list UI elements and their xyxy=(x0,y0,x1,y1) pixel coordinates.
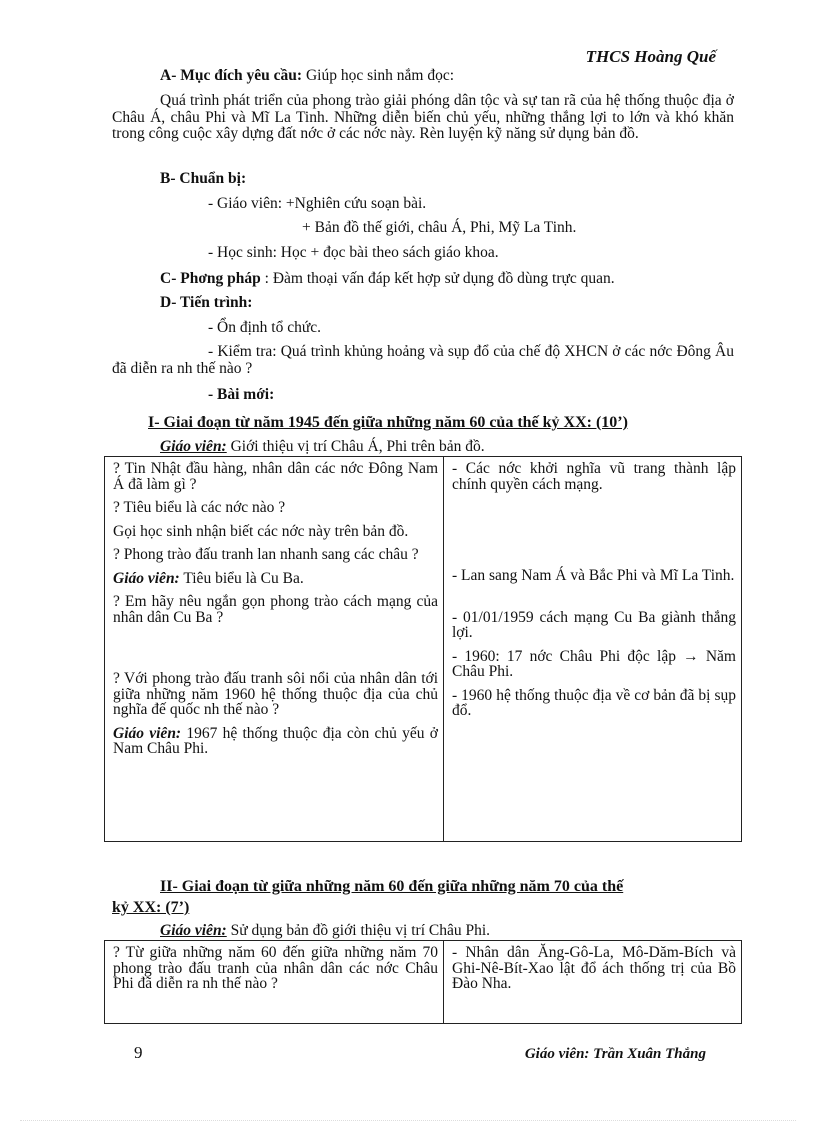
part1-teacher-label: Giáo viên: xyxy=(160,438,227,455)
section-a-heading: A- Mục đích yêu cầu: xyxy=(160,67,303,84)
part2-answer: - Nhân dân Ăng-Gô-La, Mô-Dăm-Bích và Ghi-Nê-Bít-Xao lật đổ ách thống trị của Bồ Đào Nha. xyxy=(452,944,736,992)
part1-teacher-note xyxy=(160,438,485,455)
section-d-check: - Kiểm tra: Quá trình khủng hoảng và sụp đổ của chế độ XHCN ở các nớc Đông Âu đã diễn ra nh thế nào ? xyxy=(112,343,734,377)
question-4: ? Em hãy nêu ngắn gọn phong trào cách mạng của nhân dân Cu Ba ? xyxy=(113,593,438,626)
answer-5: - 1960 hệ thống thuộc địa về cơ bản đã bị sụp đổ. xyxy=(452,686,736,719)
part2-table xyxy=(104,940,742,1024)
teacher-text: 1967 hệ thống thuộc địa còn chủ yếu ở Nam Châu Phi. xyxy=(113,724,438,757)
table-row xyxy=(105,457,742,842)
part2-answer-cell xyxy=(444,941,742,1024)
question-1: ? Tin Nhật đầu hàng, nhân dân các nớc Đông Nam Á đã làm gì ? xyxy=(113,460,438,493)
section-a xyxy=(160,67,454,84)
part1-table xyxy=(104,456,742,842)
instruction-map: Gọi học sinh nhận biết các nớc này trên bản đồ. xyxy=(113,522,409,540)
table-row xyxy=(105,941,742,1024)
part1-questions-cell xyxy=(105,457,444,842)
answer-2: - Lan sang Nam Á và Bắc Phi và Mĩ La Tinh. xyxy=(452,567,735,584)
page-number: 9 xyxy=(134,1043,143,1062)
question-5: ? Với phong trào đấu tranh sôi nổi của nhân dân tới giữa những năm 1960 hệ thống thuộc địa của chủ nghĩa đế quốc nh thế nào ? xyxy=(113,670,438,718)
part2-title-line1: II- Giai đoạn từ giữa những năm 60 đến giữa những năm 70 của thế xyxy=(160,878,624,895)
part1-answers-cell xyxy=(444,457,742,842)
teacher-name: Giáo viên: Trần Xuân Thắng xyxy=(524,1046,706,1062)
section-d-heading: D- Tiến trình: xyxy=(160,294,253,311)
section-d-new-lesson: - Bài mới: xyxy=(208,386,275,403)
part2-teacher-label: Giáo viên: xyxy=(160,922,227,939)
teacher-note-cuba xyxy=(113,571,438,587)
teacher-note-1967 xyxy=(113,726,438,757)
section-b-maps: + Bản đồ thế giới, châu Á, Phi, Mỹ La Tinh. xyxy=(302,219,577,236)
question-3: ? Phong trào đấu tranh lan nhanh sang các châu ? xyxy=(113,546,419,563)
part2-teacher-text: Sử dụng bản đồ giới thiệu vị trí Châu Phi. xyxy=(226,922,491,939)
bottom-divider xyxy=(20,1120,796,1121)
section-c xyxy=(160,270,615,287)
answer-3: - 01/01/1959 cách mạng Cu Ba giành thắng lợi. xyxy=(452,608,736,641)
part2-question: ? Từ giữa những năm 60 đến giữa những năm 70 phong trào đấu tranh của nhân dân các nớc Châu Phi đã diễn ra nh thế nào ? xyxy=(113,944,438,992)
question-2: ? Tiêu biểu là các nớc nào ? xyxy=(113,499,286,516)
part1-teacher-text: Giới thiệu vị trí Châu Á, Phi trên bản đồ. xyxy=(226,438,485,455)
part2-teacher-note xyxy=(160,922,490,939)
section-d-organize: - Ổn định tổ chức. xyxy=(208,319,322,336)
section-a-intro: Giúp học sinh nắm đọc: xyxy=(302,67,455,84)
answer-4: - 1960: 17 nớc Châu Phi độc lập → Năm Châu Phi. xyxy=(452,647,736,680)
part2-title-line2: kỷ XX: (7’) xyxy=(112,899,190,916)
teacher-label: Giáo viên: xyxy=(113,569,180,587)
answer-1: - Các nớc khởi nghĩa vũ trang thành lập chính quyền cách mạng. xyxy=(452,460,736,493)
part1-title: I- Giai đoạn từ năm 1945 đến giữa những năm 60 của thế kỷ XX: (10’) xyxy=(148,414,628,431)
school-name: THCS Hoàng Quế xyxy=(585,47,716,66)
section-a-paragraph: Quá trình phát triển của phong trào giải phóng dân tộc và sự tan rã của hệ thống thuộc địa ở Châu Á, châu Phi và Mĩ La Tinh. Những diễn biến chủ yếu, những thắng lợi to lớn và khó khăn trong công cuộc xây dựng đất nớc ở các nớc này. Rèn luyện kỹ năng sử dụng bản đồ. xyxy=(112,92,734,142)
section-c-heading: C- Phơng pháp xyxy=(160,270,261,287)
section-b-teacher: - Giáo viên: +Nghiên cứu soạn bài. xyxy=(208,195,427,212)
teacher-label: Giáo viên: xyxy=(113,724,182,742)
section-b-heading: B- Chuẩn bị: xyxy=(160,170,247,187)
section-c-text: : Đàm thoại vấn đáp kết hợp sử dụng đồ dùng trực quan. xyxy=(260,270,615,287)
part2-question-cell xyxy=(105,941,444,1024)
section-b-student: - Học sinh: Học + đọc bài theo sách giáo khoa. xyxy=(208,244,499,261)
teacher-text: Tiêu biểu là Cu Ba. xyxy=(179,569,304,587)
